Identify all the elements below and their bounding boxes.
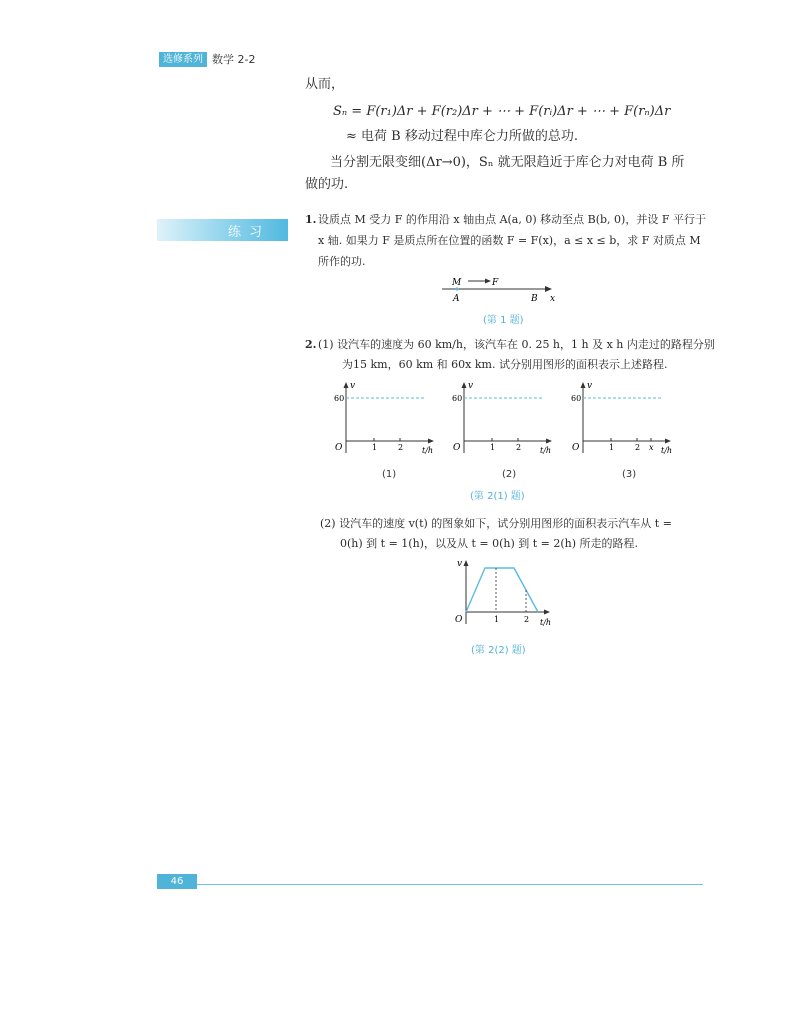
t-axis-label: t/h — [540, 618, 552, 627]
q1-number: 1. — [305, 213, 317, 226]
t-tick-label-2: 2 — [635, 443, 641, 452]
intro-line: 从而， — [305, 77, 345, 92]
q1-line-3: 所作的功. — [318, 255, 366, 268]
graph-3-sublabel: (3) — [622, 469, 637, 480]
v-tick-label: 60 — [334, 394, 345, 403]
origin-label: O — [455, 615, 463, 625]
q1-line-2: x 轴. 如果力 F 是质点所在位置的函数 F = F(x)，a ≤ x ≤ b，求 F 对质点 M — [318, 234, 701, 247]
exercise-banner-label: 练习 — [227, 225, 270, 240]
t-axis-label: t/h — [422, 446, 434, 455]
velocity-graph-2 — [444, 378, 559, 456]
label-f: F — [492, 278, 499, 288]
q2-part2-line-1: (2) 设汽车的速度 v(t) 的图象如下，试分别用图形的面积表示汽车从 t = — [320, 517, 672, 530]
graph-1-sublabel: (1) — [382, 469, 397, 480]
t-axis-arrowhead — [546, 439, 552, 444]
conclusion-line-2: 做的功. — [305, 177, 349, 192]
page-number: 46 — [157, 874, 197, 889]
t-axis-arrowhead — [428, 439, 434, 444]
t-tick-label-1: 1 — [372, 443, 378, 452]
graph-2-sublabel: (2) — [502, 469, 517, 480]
series-badge: 选修系列 — [159, 52, 207, 67]
t-axis-label: t/h — [540, 446, 552, 455]
v-axis-label: v — [468, 381, 474, 391]
q2-part2-line-2: 0(h) 到 t = 1(h)，以及从 t = 0(h) 到 t = 2(h) 所走的路程. — [340, 537, 639, 550]
velocity-trapezoid-graph — [446, 556, 561, 631]
v-axis-arrowhead — [464, 560, 469, 566]
force-arrowhead — [485, 279, 491, 284]
t-axis-arrowhead — [544, 610, 550, 615]
q1-force-diagram — [430, 275, 570, 310]
v-axis-arrowhead — [344, 382, 349, 388]
v-tick-label: 60 — [452, 394, 463, 403]
book-title: 数学 2-2 — [212, 53, 256, 66]
t-tick-label-2: 2 — [524, 615, 530, 624]
sum-formula: Sₙ = F(r₁)Δr + F(r₂)Δr + ⋯ + F(rᵢ)Δr + ⋯ + F(rₙ)Δr — [333, 104, 671, 119]
t-tick-label-x: x — [649, 443, 654, 452]
v-tick-label: 60 — [571, 394, 582, 403]
q1-line-1: 设质点 M 受力 F 的作用沿 x 轴由点 A(a, 0) 移动至点 B(b, 0)，并设 F 平行于 — [318, 213, 706, 226]
v-axis-arrowhead — [581, 382, 586, 388]
t-tick-label-1: 1 — [609, 443, 615, 452]
exercise-banner — [157, 219, 288, 241]
origin-label: O — [572, 443, 580, 453]
q2-part1-caption: (第 2(1) 题) — [470, 491, 525, 502]
label-b: B — [531, 294, 538, 304]
t-axis-label: t/h — [661, 446, 673, 455]
q1-caption: (第 1 题) — [483, 315, 524, 326]
t-tick-label-1: 1 — [490, 443, 496, 452]
origin-label: O — [453, 443, 461, 453]
q2-part2-caption: (第 2(2) 题) — [471, 645, 526, 656]
v-axis-label: v — [350, 381, 356, 391]
conclusion-line-1: 当分割无限变细(Δr→0)，Sₙ 就无限趋近于库仑力对电荷 B 所 — [330, 155, 685, 170]
q2-number: 2. — [305, 338, 317, 351]
approx-line: ≈ 电荷 B 移动过程中库仑力所做的总功. — [346, 129, 578, 144]
v-axis-label: v — [587, 381, 593, 391]
t-tick-label-2: 2 — [398, 443, 404, 452]
label-x: x — [550, 294, 556, 304]
footer-rule — [197, 884, 703, 885]
velocity-curve — [466, 568, 538, 612]
v-axis-label: v — [457, 559, 463, 569]
label-a: A — [453, 294, 460, 304]
q2-part1-line-2: 为15 km，60 km 和 60x km. 试分别用图形的面积表示上述路程. — [342, 358, 668, 371]
t-axis-arrowhead — [665, 439, 671, 444]
x-axis-arrowhead — [545, 286, 552, 292]
label-m: M — [452, 278, 462, 288]
velocity-graph-1 — [326, 378, 441, 456]
v-axis-arrowhead — [462, 382, 467, 388]
t-tick-label-2: 2 — [516, 443, 522, 452]
velocity-graph-3 — [563, 378, 678, 456]
t-tick-label-1: 1 — [494, 615, 500, 624]
origin-label: O — [335, 443, 343, 453]
q2-part1-line-1: (1) 设汽车的速度为 60 km/h，该汽车在 0. 25 h，1 h 及 x h 内走过的路程分别 — [318, 338, 715, 351]
